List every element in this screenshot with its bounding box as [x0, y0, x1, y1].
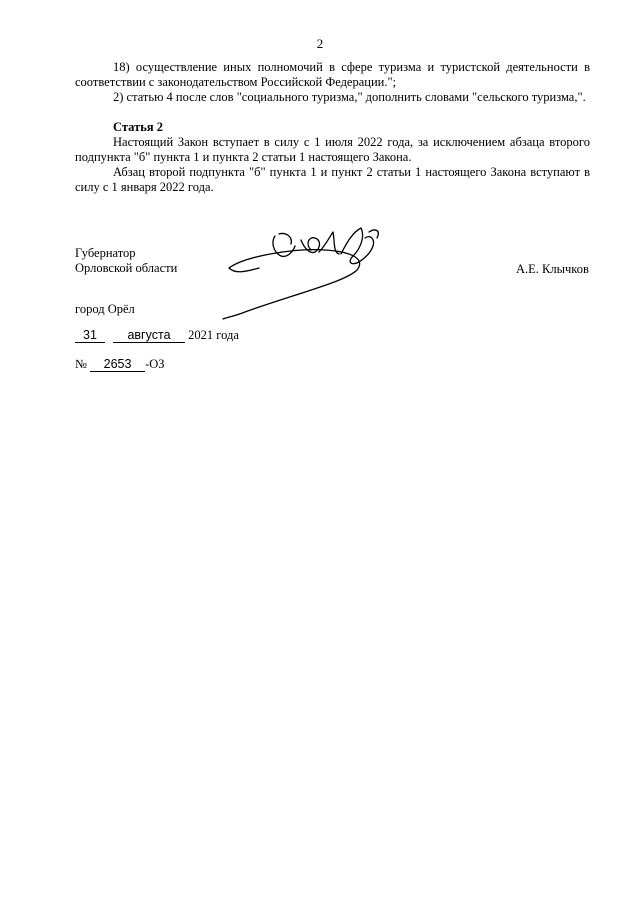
handwritten-signature — [215, 222, 390, 322]
signatory-title-line1: Губернатор — [75, 246, 136, 260]
date-year: 2021 года — [188, 328, 239, 342]
number-value: 2653 — [90, 358, 145, 372]
article-2-heading: Статья 2 — [113, 120, 163, 134]
governor-name: А.Е. Клычков — [516, 262, 589, 276]
page-number: 2 — [316, 36, 324, 51]
paragraph-item-2: 2) статью 4 после слов "социального туризма," дополнить словами "сельского туризма,". — [113, 90, 586, 104]
article-2-paragraph-1: Настоящий Закон вступает в силу с 1 июля 2022 года, за исключением абзаца второго подпункта "б" пункта 1 и пункта 2 статьи 1 настоящего Закона. — [75, 135, 590, 164]
law-text — [75, 60, 590, 195]
number-prefix: № — [75, 357, 87, 371]
date-day: 31 — [75, 329, 105, 343]
date-month: августа — [113, 329, 185, 343]
signing-date — [75, 328, 239, 343]
article-2-paragraph-2: Абзац второй подпункта "б" пункта 1 и пункт 2 статьи 1 настоящего Закона вступают в силу с 1 января 2022 года. — [75, 165, 590, 194]
number-suffix: -ОЗ — [145, 357, 165, 371]
law-number — [75, 357, 165, 372]
paragraph-item-18: 18) осуществление иных полномочий в сфере туризма и туристской деятельности в соответствии с законодательством Российской Федерации."; — [75, 60, 590, 89]
signatory-title-line2: Орловской области — [75, 261, 178, 275]
city-name: город Орёл — [75, 302, 135, 316]
